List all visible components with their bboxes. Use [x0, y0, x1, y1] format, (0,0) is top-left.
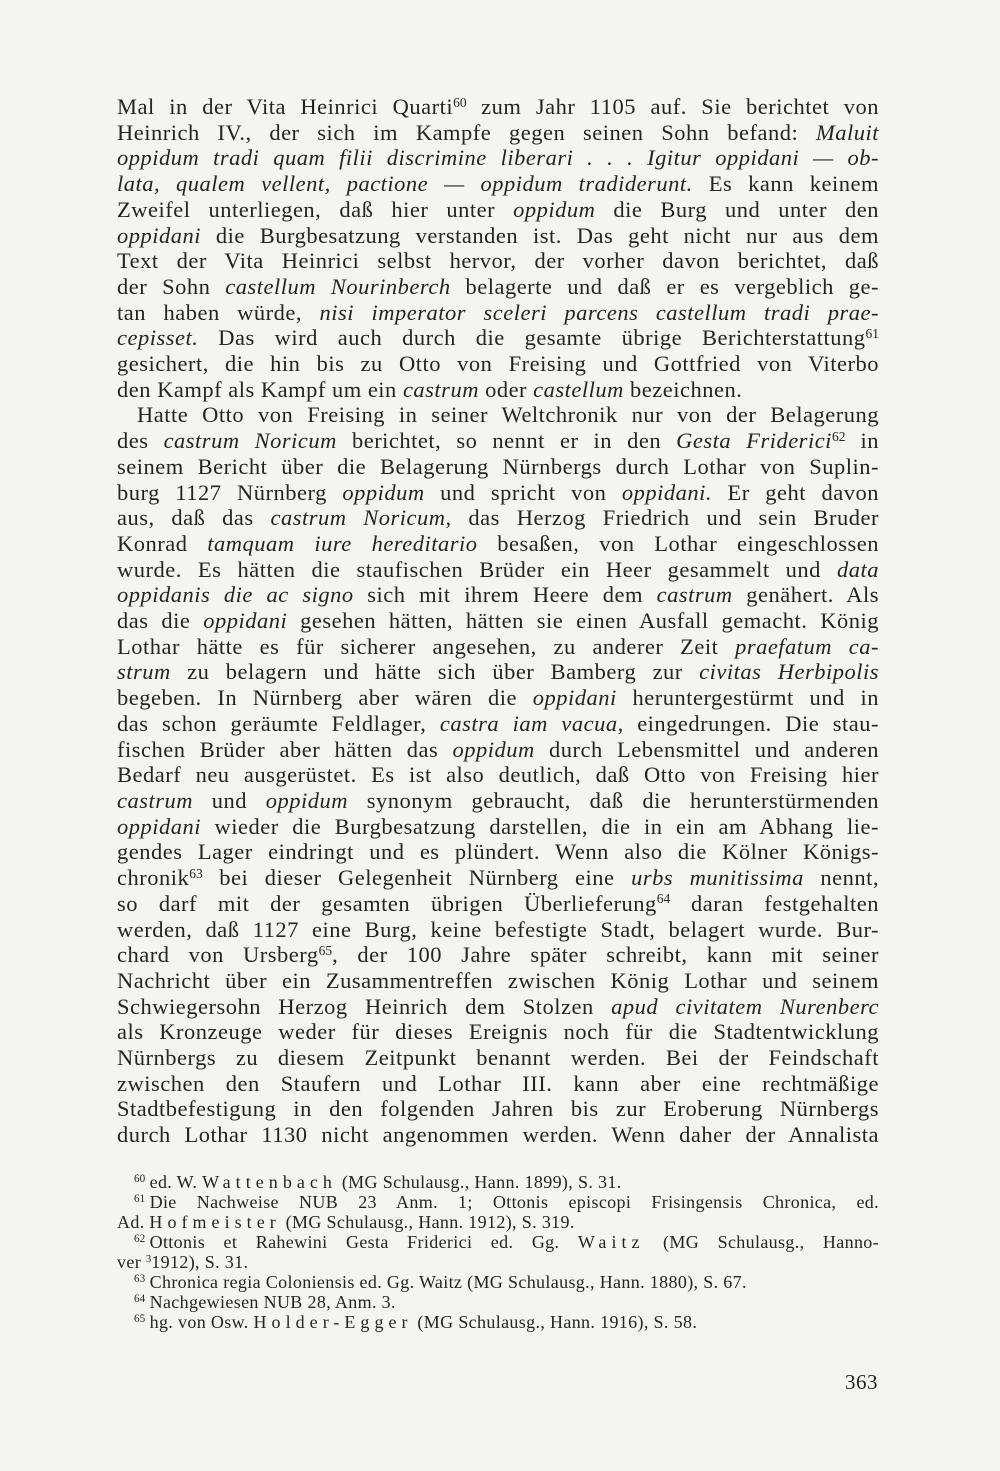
- footnote: [117, 1232, 879, 1272]
- text-run: belagerte und daß er es vergeblich ge-: [450, 273, 880, 299]
- text-run: Chronica regia Coloniensis ed. Gg. Waitz (MG Schulausg., Hann. 1880), S. 67.: [149, 1272, 747, 1292]
- text-run: Mal in der Vita Heinrici Quarti: [117, 94, 454, 119]
- text-line: [117, 531, 879, 557]
- text-line: [117, 274, 879, 300]
- italic-run: Maluit: [816, 119, 879, 145]
- italic-run: oppidani: [117, 813, 202, 839]
- text-run: chard von Ursberg: [117, 942, 319, 968]
- text-run: heruntergestürmt und in: [616, 685, 880, 711]
- text-line: [117, 1122, 879, 1148]
- text-line: [117, 1096, 879, 1122]
- text-run: durch Lebensmittel und anderen: [534, 736, 879, 762]
- text-run: begeben. In Nürnberg aber wären die: [117, 685, 533, 711]
- text-line: [117, 171, 879, 197]
- text-line: [117, 608, 879, 634]
- text-run: des: [117, 428, 164, 454]
- text-line: [117, 839, 879, 865]
- footnote-ref: 61: [865, 325, 879, 341]
- text-run: gesichert, die hin bis zu Otto von Freising und Gottfried von Viterbo: [117, 351, 879, 377]
- text-run: (MG Schulausg., Hann. 1899), S. 31.: [336, 1172, 622, 1192]
- text-line: [117, 968, 879, 994]
- italic-run: oppidani: [532, 685, 617, 711]
- footnote-line: [117, 1232, 879, 1252]
- spaced-run: Wattenbach: [202, 1172, 337, 1192]
- text-run: ver: [117, 1252, 146, 1272]
- text-line: [117, 788, 879, 814]
- text-line: [117, 711, 879, 737]
- footnote-ref: 62: [831, 428, 846, 444]
- text-line: [117, 402, 879, 428]
- text-run: besaßen, von Lothar eingeschlossen: [477, 530, 879, 556]
- italic-run: castrum: [656, 582, 733, 608]
- footnote-line: [117, 1172, 879, 1192]
- text-run: Konrad: [117, 530, 208, 556]
- italic-run: castrum: [117, 787, 193, 813]
- text-run: wieder die Burgbesatzung darstellen, die in ein am Abhang lie-: [201, 813, 879, 839]
- text-line: [117, 94, 879, 120]
- text-line: [117, 891, 879, 917]
- spaced-run: Hofmeister: [149, 1212, 281, 1232]
- text-run: aus, daß das: [117, 505, 271, 531]
- text-line: [117, 582, 879, 608]
- text-run: hg. von Osw.: [149, 1312, 254, 1332]
- text-run: der Sohn: [117, 273, 226, 299]
- footnote-ref: 63: [189, 865, 203, 881]
- text-line: [117, 300, 879, 326]
- text-run: und: [193, 787, 266, 813]
- footnote: [117, 1272, 879, 1292]
- text-run: Nachgewiesen NUB 28, Anm. 3.: [149, 1292, 396, 1312]
- text-run: bezeichnen.: [623, 376, 743, 402]
- text-run: wurde. Es hätten die staufischen Brüder ein Heer gesammelt und: [117, 556, 837, 582]
- text-run: Er geht davon: [712, 479, 879, 505]
- footnote: [117, 1172, 879, 1192]
- text-run: Ottonis et Rahewini Gesta Friderici ed. Gg.: [149, 1232, 578, 1252]
- text-run: zu belagern und hätte sich über Bamberg zur: [170, 659, 700, 685]
- italic-run: civitas Herbipolis: [699, 659, 880, 685]
- text-run: oder: [478, 376, 534, 402]
- footnotes: [117, 1172, 879, 1332]
- spaced-run: Waitz: [577, 1232, 645, 1252]
- text-line: [117, 634, 879, 660]
- text-run: Stadtbefestigung in den folgenden Jahren bis zur Eroberung Nürnbergs: [117, 1096, 879, 1122]
- text-run: , der 100 Jahre später schreibt, kann mit seiner: [332, 942, 879, 968]
- italic-run: oppidanis die ac signo: [117, 582, 354, 608]
- italic-run: castrum Noricum,: [270, 505, 452, 531]
- text-run: gendes Lager eindringt und es plündert. Wenn also die Kölner Königs-: [117, 839, 879, 865]
- italic-run: nisi imperator sceleri parcens castellum tradi prae-: [319, 299, 879, 325]
- text-run: synonym gebraucht, daß die herunterstürmenden: [348, 787, 879, 813]
- text-line: [117, 505, 879, 531]
- footnote: [117, 1312, 879, 1332]
- text-line: [117, 737, 879, 763]
- text-run: chronik: [117, 865, 190, 891]
- text-run: Bedarf neu ausgerüstet. Es ist also deutlich, daß Otto von Freising hier: [117, 762, 879, 788]
- italic-run: castrum Noricum: [163, 428, 337, 454]
- text-run: Text der Vita Heinrici selbst hervor, der vorher davon berichtet, daß: [117, 248, 879, 274]
- text-line: [117, 917, 879, 943]
- text-run: gesehen hätten, hätten sie einen Ausfall gemacht. König: [287, 608, 880, 634]
- spaced-run: Holder-Egger: [253, 1312, 413, 1332]
- italic-run: oppidani: [203, 608, 288, 634]
- text-line: [117, 325, 879, 351]
- italic-run: oppidani.: [621, 479, 712, 505]
- italic-run: oppidani: [117, 222, 202, 248]
- italic-run: strum: [117, 659, 171, 685]
- footnote-ref: 60: [453, 94, 467, 110]
- text-line: [117, 659, 879, 685]
- text-run: burg 1127 Nürnberg: [117, 479, 343, 505]
- body-paragraph: [117, 94, 879, 402]
- text-line: [117, 994, 879, 1020]
- text-line: [117, 762, 879, 788]
- text-line: [117, 120, 879, 146]
- text-line: [117, 685, 879, 711]
- footnote: [117, 1192, 879, 1232]
- text-run: Zweifel unterliegen, daß hier unter: [117, 196, 514, 222]
- text-line: [117, 454, 879, 480]
- text-line: [117, 557, 879, 583]
- text-line: [117, 1045, 879, 1071]
- footnote: [117, 1292, 879, 1312]
- text-run: Ad.: [117, 1212, 150, 1232]
- text-run: die Burg und unter den: [595, 196, 879, 222]
- text-run: berichtet, so nennt er in den: [336, 428, 677, 454]
- italic-run: castrum: [402, 376, 479, 402]
- text-run: Heinrich IV., der sich im Kampfe gegen seinen Sohn befand:: [117, 119, 816, 145]
- italic-run: apud civitatem Nurenberc: [611, 993, 879, 1019]
- text-run: genähert. Als: [732, 582, 880, 608]
- text-line: [117, 377, 879, 403]
- text-run: eingedrungen. Die stau-: [623, 710, 879, 736]
- italic-run: oppidum tradi quam filii discrimine liberari . . . Igitur oppidani — ob-: [117, 145, 879, 171]
- text-run: zum Jahr 1105 auf. Sie berichtet von: [466, 94, 879, 119]
- text-run: den Kampf als Kampf um ein: [117, 376, 403, 402]
- text-run: als Kronzeuge weder für dieses Ereignis noch für die Stadtentwicklung: [117, 1019, 879, 1045]
- text-run: fischen Brüder aber hätten das: [117, 736, 453, 762]
- italic-run: data: [836, 556, 879, 582]
- text-run: Die Nachweise NUB 23 Anm. 1; Ottonis episcopi Frisingensis Chronica, ed.: [149, 1192, 879, 1212]
- text-run: Lothar hätte es für sicherer angesehen, zu anderer Zeit: [117, 633, 736, 659]
- italic-run: Gesta Friderici: [676, 428, 832, 454]
- text-run: werden, daß 1127 eine Burg, keine befestigte Stadt, belagert wurde. Bur-: [117, 916, 879, 942]
- text-run: (MG Schulausg., Hanno-: [644, 1232, 879, 1252]
- text-run: das Herzog Friedrich und sein Bruder: [451, 505, 880, 531]
- italic-run: castellum Nourinberch: [225, 273, 451, 299]
- italic-run: castellum: [533, 376, 624, 402]
- footnote-number: 62: [134, 1233, 146, 1246]
- footnote-number: 63: [134, 1273, 146, 1286]
- footnote-line: [117, 1192, 879, 1212]
- italic-run: lata, qualem vellent, pactione — oppidum tradiderunt.: [117, 171, 693, 197]
- text-run: seinem Bericht über die Belagerung Nürnbergs durch Lothar von Suplin-: [117, 453, 879, 479]
- text-run: das schon geräumte Feldlager,: [117, 710, 440, 736]
- text-run: daran festgehalten: [670, 890, 879, 916]
- text-run: Nürnbergs zu diesem Zeitpunkt benannt werden. Bei der Feindschaft: [117, 1045, 879, 1071]
- italic-run: oppidum: [342, 479, 425, 505]
- footnote-number: 60: [134, 1173, 146, 1186]
- text-run: das die: [117, 608, 204, 634]
- footnote-ref: 3: [145, 1253, 152, 1266]
- text-line: [117, 197, 879, 223]
- text-run: die Burgbesatzung verstanden ist. Das geht nicht nur aus dem: [201, 222, 879, 248]
- text-run: tan haben würde,: [117, 299, 320, 325]
- italic-run: castra iam vacua,: [439, 710, 624, 736]
- italic-run: tamquam iure hereditario: [207, 530, 478, 556]
- text-line: [117, 865, 879, 891]
- text-line: [117, 223, 879, 249]
- text-run: sich mit ihrem Heere dem: [353, 582, 657, 608]
- page-number: 363: [845, 1370, 878, 1394]
- text-run: (MG Schulausg., Hann. 1916), S. 58.: [412, 1312, 698, 1332]
- text-run: 1912), S. 31.: [151, 1252, 249, 1272]
- text-run: Das wird auch durch die gesamte übrige Berichterstattung: [198, 325, 866, 351]
- footnote-number: 64: [134, 1293, 146, 1306]
- text-run: (MG Schulausg., Hann. 1912), S. 319.: [280, 1212, 575, 1232]
- text-line: [117, 480, 879, 506]
- footnote-line: [117, 1312, 879, 1332]
- text-line: [117, 814, 879, 840]
- text-line: [117, 428, 879, 454]
- text-line: [117, 1019, 879, 1045]
- main-text: [117, 94, 879, 1148]
- footnote-ref: 65: [318, 942, 333, 958]
- footnote-line: [117, 1272, 879, 1292]
- text-run: durch Lothar 1130 nicht angenommen werden. Wenn daher der Annalista: [117, 1122, 879, 1148]
- footnote-ref: 64: [656, 891, 671, 907]
- text-run: ed. W.: [149, 1172, 203, 1192]
- text-run: und spricht von: [424, 479, 622, 505]
- text-run: Hatte Otto von Freising in seiner Weltchronik nur von der Belagerung: [137, 402, 879, 428]
- italic-run: urbs munitissima: [631, 865, 804, 891]
- footnote-line: [117, 1212, 879, 1232]
- italic-run: oppidum: [265, 787, 348, 813]
- footnote-number: 61: [134, 1193, 146, 1206]
- footnote-line: [117, 1252, 879, 1272]
- text-run: in: [845, 428, 880, 454]
- italic-run: cepisset.: [117, 325, 199, 351]
- text-line: [117, 1071, 879, 1097]
- italic-run: oppidum: [452, 736, 535, 762]
- text-run: nennt,: [803, 865, 879, 891]
- footnote-number: 65: [134, 1313, 146, 1326]
- footnote-line: [117, 1292, 879, 1312]
- text-run: zwischen den Staufern und Lothar III. kann aber eine rechtmäßige: [117, 1070, 879, 1096]
- italic-run: oppidum: [513, 196, 596, 222]
- italic-run: praefatum ca-: [735, 633, 879, 659]
- text-line: [117, 351, 879, 377]
- text-line: [117, 248, 879, 274]
- text-run: so darf mit der gesamten übrigen Überlieferung: [117, 890, 657, 916]
- text-run: Nachricht über ein Zusammentreffen zwischen König Lothar und seinem: [117, 967, 879, 993]
- text-line: [117, 145, 879, 171]
- text-line: [117, 942, 879, 968]
- text-run: Es kann keinem: [692, 171, 879, 197]
- text-run: bei dieser Gelegenheit Nürnberg eine: [202, 865, 632, 891]
- text-run: Schwiegersohn Herzog Heinrich dem Stolzen: [117, 993, 612, 1019]
- body-paragraph: [117, 402, 879, 1147]
